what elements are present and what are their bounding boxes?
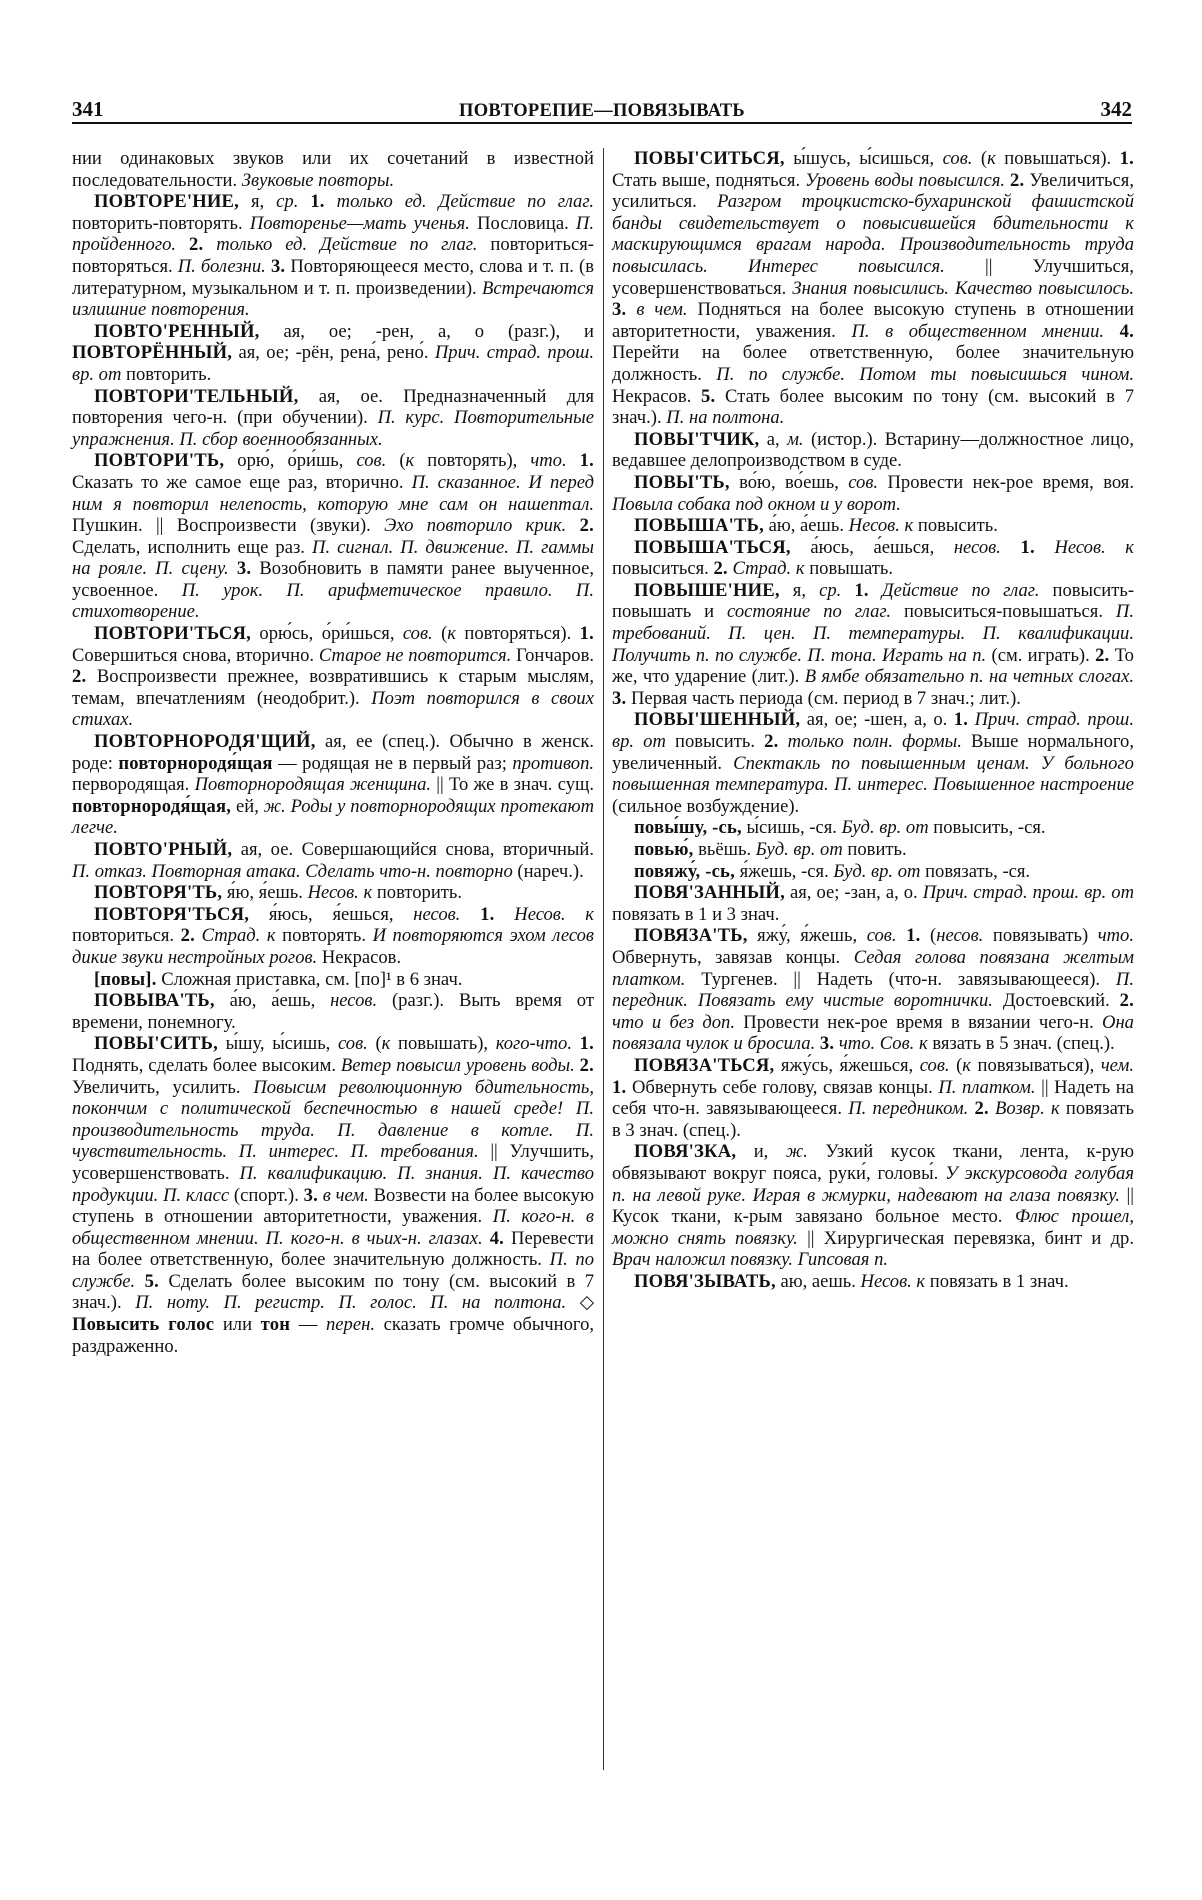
dictionary-entry: ПОВЫ'ТЬ, во́ю, во́ешь, сов. Провести нек-рое время, воя. Повыла собака под окном и у ворот. [612,471,1134,515]
dictionary-entry: ПОВЫШЕ'НИЕ, я, ср. 1. Действие по глаг. повысить-повышать и состояние по глаг. повыситься-повышаться. П. требований. П. цен. П. температуры. П. квалификации. Получить п. по службе. П. тона. Играть на п. (см. играть). 2. То же, что ударение (лит.). В ямбе обязательно п. на четных слогах. 3. Первая часть периода (см. период в 7 знач.; лит.). [612,579,1135,709]
left-page-number: 341 [72,97,104,121]
dictionary-entry: ПОВЯ'ЗКА, и, ж. Узкий кусок ткани, лента, к-рую обвязывают вокруг пояса, руки́, головы́. У экскурсовода голубая п. на левой руке. Играя в жмурки, надевают на глаза повязку. || Кусок ткани, к-рым завязано больное место. Флюс прошел, можно снять повязку. || Хирургическая перевязка, бинт и др. Врач наложил повязку. Гипсовая п. [612,1141,1134,1271]
dictionary-entry: [повы]. Сложная приставка, см. [по]¹ в 6 знач. [94,968,463,990]
dictionary-entry: ПОВТОРЯ'ТЬ, я́ю, я́ешь. Несов. к повторить. [94,882,463,904]
right-page-number: 342 [1100,97,1132,121]
dictionary-entry: ПОВЫ'СИТЬСЯ, ы́шусь, ы́сишься, сов. (к повышаться). 1. Стать выше, подняться. Уровень воды повысился. 2. Увеличиться, усилиться. Разгром троцкистско-бухаринской фашистской банды свидетельствует о повысившейся бдительности к маскирующимся врагам народа. Производительность труда повысилась. Интерес повысился. || Улучшиться, усовершенствоваться. Знания повысились. Качество повысилось. 3. в чем. Подняться на более высокую ступень в отношении авторитетности, уважения. П. в общественном мнении. 4. Перейти на более ответственную, более значительную должность. П. по службе. Потом ты повысишься чином. Некрасов. 5. Стать более высоким по тону (см. высокий в 7 знач.). П. на полтона. [612,148,1134,429]
dictionary-entry: ПОВТО'РЕННЫЙ, ая, ое; -рен, а, о (разг.), и ПОВТОРЁННЫЙ, ая, ое; -рён, рена́, рено́. Прич. страд. прош. вр. от повторить. [72,320,594,385]
dictionary-entry: ПОВЫША'ТЬ, а́ю, а́ешь. Несов. к повысить. [634,515,998,537]
dictionary-entry: ПОВТОРНОРОДЯ'ЩИЙ, ая, ее (спец.). Обычно в женск. роде: повторнородя́щая — родящая не в первый раз; противоп. первородящая. Повторнородящая женщина. || То же в знач. сущ. повторнородя́щая, ей, ж. Роды у повторнородящих протекают легче. [72,731,595,839]
dictionary-entry: нии одинаковых звуков или их сочетаний в известной последовательности. Звуковые повторы. [72,148,594,191]
column-divider [603,148,604,1770]
dictionary-entry: ПОВТОРИ'ТЕЛЬНЫЙ, ая, ое. Предназначенный для повторения чего-н. (при обучении). П. курс. Повторительные упражнения. П. сбор военнообязанных. [72,385,594,450]
dictionary-entry: ПОВЫ'ТЧИК, а, м. (истор.). Встарину—должностное лицо, ведавшее делопроизводством в суде. [612,428,1134,472]
dictionary-entry: повяжу́, -сь, я́жешь, -ся. Буд. вр. от повязать, -ся. [634,860,1031,882]
dictionary-entry: ПОВТОРЕ'НИЕ, я, ср. 1. только ед. Действие по глаг. повторить-повторять. Повторенье—мать ученья. Пословица. П. пройденного. 2. только ед. Действие по глаг. повториться-повторяться. П. болезни. 3. Повторяющееся место, слова и т. п. (в литературном, музыкальном и т. п. произведении). Встречаются излишние повторения. [72,191,595,321]
dictionary-entry: повью́, вьёшь. Буд. вр. от повить. [634,839,907,860]
dictionary-entry: ПОВЫ'СИТЬ, ы́шу, ы́сишь, сов. (к повышать), кого-что. 1. Поднять, сделать более высоким. Ветер повысил уровень воды. 2. Увеличить, усилить. Повысим революционную бдительность, покончим с политической беспечностью в нашей среде! П. производительность труда. П. давление в котле. П. чувствительность. П. интерес. П. требования. || Улучшить, усовершенствовать. П. квалификацию. П. знания. П. качество продукции. П. класс (спорт.). 3. в чем. Возвести на более высокую ступень в отношении авторитетности, уважения. П. кого-н. в общественном мнении. П. кого-н. в чьих-н. глазах. 4. Перевести на более ответственную, более значительную должность. П. по службе. 5. Сделать более высоким по тону (см. высокий в 7 знач.). П. ноту. П. регистр. П. голос. П. на полтона. ◇ Повысить голос или тон — перен. сказать громче обычного, раздраженно. [72,1033,595,1357]
dictionary-entry: ПОВТОРИ'ТЬ, орю́, о́ри́шь, сов. (к повторять), что. 1. Сказать то же самое еще раз, вторично. П. сказанное. И перед ним я повторил нелепость, которую мне сам он нашептал. Пушкин. || Воспроизвести (звуки). Эхо повторило крик. 2. Сделать, исполнить еще раз. П. сигнал. П. движение. П. гаммы на рояле. П. сцену. 3. Возобновить в памяти ранее выученное, усвоенное. П. урок. П. арифметическое правило. П. стихотворение. [72,450,595,623]
running-title: ПОВТОРЕПИЕ—ПОВЯЗЫВАТЬ [459,101,745,121]
right-column [612,148,1134,1292]
dictionary-entry: ПОВТОРЯ'ТЬСЯ, я́юсь, я́ешься, несов. 1. Несов. к повториться. 2. Страд. к повторять. И повторяются эхом лесов дикие звуки нестройных рогов. Некрасов. [72,903,595,968]
dictionary-entry: повы́шу, -сь, ы́сишь, -ся. Буд. вр. от повысить, -ся. [634,817,1046,839]
dictionary-entry: ПОВТОРИ'ТЬСЯ, орю́сь, о́ри́шься, сов. (к повторяться). 1. Совершиться снова, вторично. Старое не повторится. Гончаров. 2. Воспроизвести прежнее, возвратившись к старым мыслям, темам, впечатлениям (неодобрит.). Поэт повторился в своих стихах. [72,623,595,731]
dictionary-entry: ПОВЯЗА'ТЬ, яжу́, я́жешь, сов. 1. (несов. повязывать) что. Обвернуть, завязав концы. Седая голова повязана желтым платком. Тургенев. || Надеть (что-н. завязывающееся). П. передник. Повязать ему чистые воротнички. Достоевский. 2. что и без доп. Провести нек-рое время в вязании чего-н. Она повязала чулок и бросила. 3. что. Сов. к вязать в 5 знач. (спец.). [612,925,1134,1055]
left-column [72,148,594,1357]
dictionary-entry: ПОВТО'РНЫЙ, ая, ое. Совершающийся снова, вторичный. П. отказ. Повторная атака. Сделать что-н. повторно (нареч.). [72,839,594,882]
dictionary-entry: ПОВЯЗА'ТЬСЯ, яжу́сь, я́жешься, сов. (к повязываться), чем. 1. Обвернуть себе голову, связав концы. П. платком. || Надеть на себя что-н. завязывающееся. П. передником. 2. Возвр. к повязать в 3 знач. (спец.). [612,1054,1134,1141]
running-header [72,92,1132,124]
dictionary-entry: ПОВЯ'ЗАННЫЙ, ая, ое; -зан, а, о. Прич. страд. прош. вр. от повязать в 1 и 3 знач. [612,882,1134,925]
dictionary-entry: ПОВЫША'ТЬСЯ, а́юсь, а́ешься, несов. 1. Несов. к повыситься. 2. Страд. к повышать. [612,536,1134,580]
dictionary-entry: ПОВЯ'ЗЫВАТЬ, аю, аешь. Несов. к повязать в 1 знач. [634,1270,1069,1292]
dictionary-entry: ПОВЫ'ШЕННЫЙ, ая, ое; -шен, а, о. 1. Прич. страд. прош. вр. от повысить. 2. только полн. формы. Выше нормального, увеличенный. Спектакль по повышенным ценам. У больного повышенная температура. П. интерес. Повышенное настроение (сильное возбуждение). [612,709,1134,817]
dictionary-entry: ПОВЫВА'ТЬ, а́ю, а́ешь, несов. (разг.). Выть время от времени, понемногу. [72,990,594,1033]
